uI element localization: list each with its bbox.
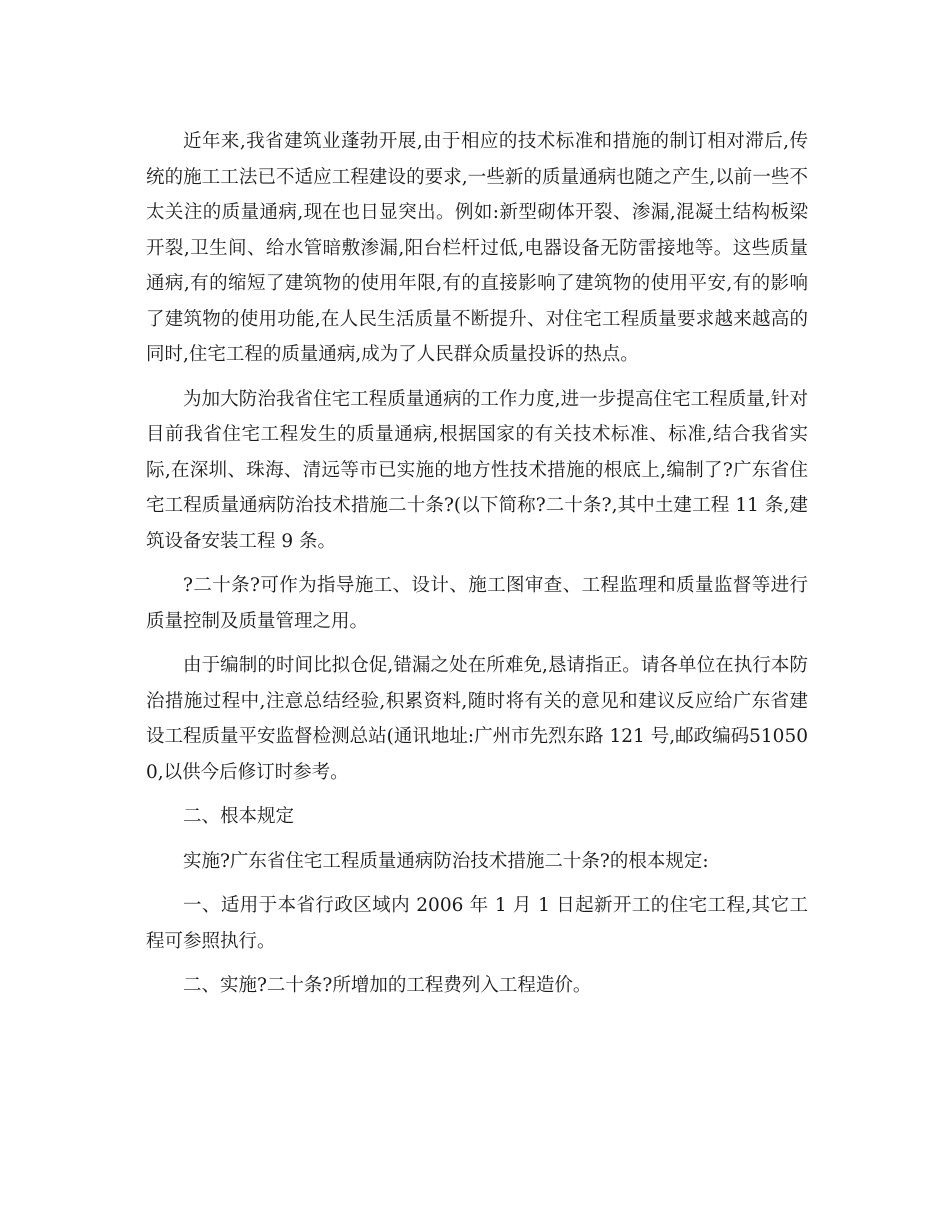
paragraph-usage: ?二十条?可作为指导施工、设计、施工图审查、工程监理和质量监督等进行质量控制及质量管理之用。	[146, 575, 808, 632]
rule-item-1: 一、适用于本省行政区域内 2006 年 1 月 1 日起新开工的住宅工程,其它工程可参照执行。	[146, 895, 808, 952]
paragraph-purpose: 为加大防治我省住宅工程质量通病的工作力度,进一步提高住宅工程质量,针对目前我省住宅工程发生的质量通病,根据国家的有关技术标准、标准,结合我省实际,在深圳、珠海、清远等市已实施的地方性技术措施的根底上,编制了?广东省住宅工程质量通病防治技术措施二十条?(以下简称?二十条?,其中土建工程 11 条,建筑设备安装工程 9 条。	[146, 388, 808, 552]
rule-item-2: 二、实施?二十条?所增加的工程费列入工程造价。	[183, 975, 592, 996]
document-body	[146, 124, 808, 1004]
paragraph-feedback: 由于编制的时间比拟仓促,错漏之处在所难免,恳请指正。请各单位在执行本防治措施过程中,注意总结经验,积累资料,随时将有关的意见和建议反应给广东省建设工程质量平安监督检测总站(通讯地址:广州市先烈东路 121 号,邮政编码510500,以供今后修订时参考。	[146, 655, 808, 783]
paragraph-rules-intro: 实施?广东省住宅工程质量通病防治技术措施二十条?的根本规定:	[183, 850, 709, 872]
paragraph-background: 近年来,我省建筑业蓬勃开展,由于相应的技术标准和措施的制订相对滞后,传统的施工工法已不适应工程建设的要求,一些新的质量通病也随之产生,以前一些不太关注的质量通病,现在也日显突出。例如:新型砌体开裂、渗漏,混凝土结构板梁开裂,卫生间、给水管暗敷渗漏,阳台栏杆过低,电器设备无防雷接地等。这些质量通病,有的缩短了建筑物的使用年限,有的直接影响了建筑物的使用平安,有的影响了建筑物的使用功能,在人民生活质量不断提升、对住宅工程质量要求越来越高的同时,住宅工程的质量通病,成为了人民群众质量投诉的热点。	[146, 131, 808, 365]
section-heading-basic-rules: 二、根本规定	[183, 806, 295, 827]
